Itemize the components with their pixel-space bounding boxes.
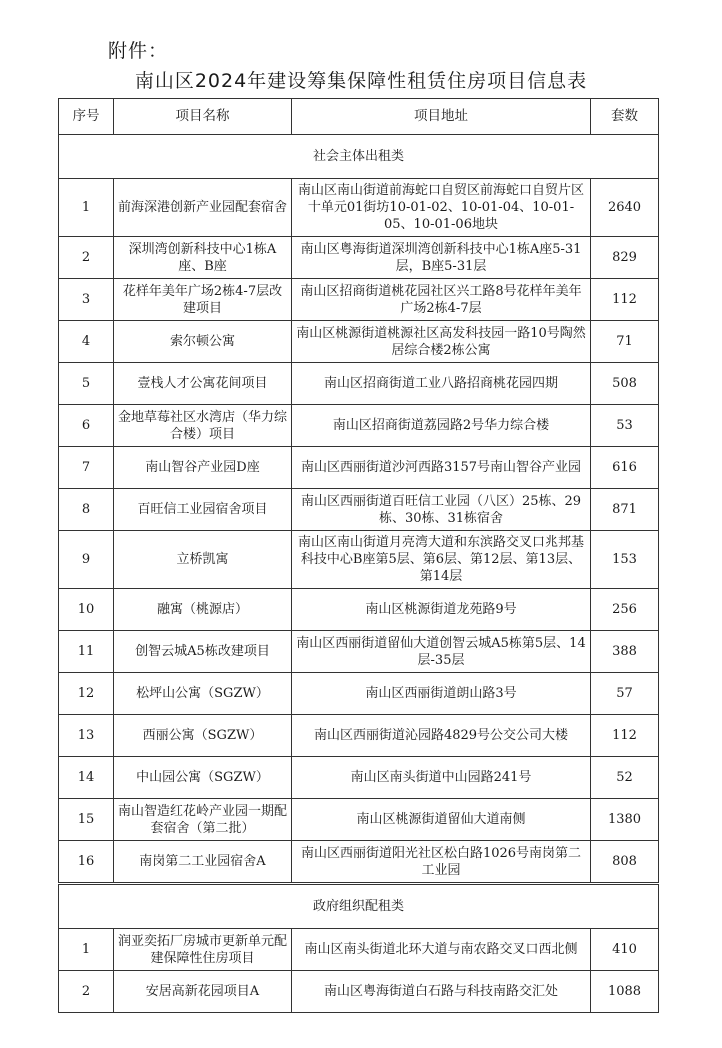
cell-project-address: 南山区粤海街道深圳湾创新科技中心1栋A座5-31层，B座5-31层 xyxy=(292,237,591,279)
cell-project-address: 南山区桃源街道桃源社区高发科技园一路10号陶然居综合楼2栋公寓 xyxy=(292,321,591,363)
cell-project-name: 中山园公寓（SGZW） xyxy=(114,757,292,799)
cell-no: 4 xyxy=(59,321,114,363)
table-row xyxy=(59,799,659,841)
cell-no: 13 xyxy=(59,715,114,757)
table-row xyxy=(59,589,659,631)
cell-project-address: 南山区南山街道月亮湾大道和东滨路交叉口兆邦基科技中心B座第5层、第6层、第12层、第13层、第14层 xyxy=(292,531,591,589)
cell-project-address: 南山区粤海街道白石路与科技南路交汇处 xyxy=(292,971,591,1013)
cell-project-name: 南山智造红花岭产业园一期配套宿舍（第二批） xyxy=(114,799,292,841)
table-row xyxy=(59,841,659,883)
cell-project-address: 南山区招商街道工业八路招商桃花园四期 xyxy=(292,363,591,405)
cell-units: 1380 xyxy=(591,799,659,841)
cell-no: 1 xyxy=(59,929,114,971)
cell-units: 52 xyxy=(591,757,659,799)
cell-units: 829 xyxy=(591,237,659,279)
cell-no: 10 xyxy=(59,589,114,631)
table-row xyxy=(59,405,659,447)
cell-units: 508 xyxy=(591,363,659,405)
cell-project-address: 南山区西丽街道沁园路4829号公交公司大楼 xyxy=(292,715,591,757)
cell-project-name: 安居高新花园项目A xyxy=(114,971,292,1013)
cell-project-name: 立桥凯寓 xyxy=(114,531,292,589)
col-header-units: 套数 xyxy=(591,99,659,135)
attachment-label: 附件： xyxy=(108,40,169,62)
table-row xyxy=(59,321,659,363)
cell-no: 1 xyxy=(59,179,114,237)
cell-no: 7 xyxy=(59,447,114,489)
cell-no: 6 xyxy=(59,405,114,447)
cell-project-address: 南山区西丽街道沙河西路3157号南山智谷产业园 xyxy=(292,447,591,489)
cell-project-name: 南岗第二工业园宿舍A xyxy=(114,841,292,883)
cell-project-address: 南山区桃源街道留仙大道南侧 xyxy=(292,799,591,841)
cell-units: 616 xyxy=(591,447,659,489)
cell-units: 53 xyxy=(591,405,659,447)
cell-project-address: 南山区招商街道桃花园社区兴工路8号花样年美年广场2栋4-7层 xyxy=(292,279,591,321)
cell-project-name: 西丽公寓（SGZW） xyxy=(114,715,292,757)
col-header-address: 项目地址 xyxy=(292,99,591,135)
section-heading: 社会主体出租类 xyxy=(59,135,659,179)
cell-project-address: 南山区南头街道中山园路241号 xyxy=(292,757,591,799)
table-row xyxy=(59,237,659,279)
table-row xyxy=(59,631,659,673)
cell-units: 410 xyxy=(591,929,659,971)
cell-units: 112 xyxy=(591,279,659,321)
housing-table-social xyxy=(58,98,659,883)
cell-project-address: 南山区西丽街道阳光社区松白路1026号南岗第二工业园 xyxy=(292,841,591,883)
section-heading: 政府组织配租类 xyxy=(59,885,659,929)
section-heading-row xyxy=(59,135,659,179)
cell-project-address: 南山区西丽街道百旺信工业园（八区）25栋、29栋、30栋、31栋宿舍 xyxy=(292,489,591,531)
cell-project-address: 南山区桃源街道龙苑路9号 xyxy=(292,589,591,631)
cell-units: 153 xyxy=(591,531,659,589)
cell-project-name: 南山智谷产业园D座 xyxy=(114,447,292,489)
cell-units: 2640 xyxy=(591,179,659,237)
cell-project-name: 前海深港创新产业园配套宿舍 xyxy=(114,179,292,237)
cell-project-name: 金地草莓社区水湾店（华力综合楼）项目 xyxy=(114,405,292,447)
cell-no: 11 xyxy=(59,631,114,673)
table-row xyxy=(59,179,659,237)
cell-project-name: 创智云城A5栋改建项目 xyxy=(114,631,292,673)
cell-no: 2 xyxy=(59,237,114,279)
cell-units: 388 xyxy=(591,631,659,673)
cell-no: 15 xyxy=(59,799,114,841)
table-header-row xyxy=(59,99,659,135)
housing-table-government xyxy=(58,884,659,1013)
cell-units: 57 xyxy=(591,673,659,715)
cell-units: 808 xyxy=(591,841,659,883)
table-row xyxy=(59,489,659,531)
cell-project-name: 索尔顿公寓 xyxy=(114,321,292,363)
table-row xyxy=(59,757,659,799)
cell-units: 71 xyxy=(591,321,659,363)
cell-project-address: 南山区西丽街道留仙大道创智云城A5栋第5层、14层-35层 xyxy=(292,631,591,673)
cell-project-name: 润亚奕拓厂房城市更新单元配建保障性住房项目 xyxy=(114,929,292,971)
table-row xyxy=(59,279,659,321)
table-row xyxy=(59,447,659,489)
cell-no: 8 xyxy=(59,489,114,531)
cell-units: 256 xyxy=(591,589,659,631)
cell-no: 14 xyxy=(59,757,114,799)
cell-project-name: 百旺信工业园宿舍项目 xyxy=(114,489,292,531)
cell-units: 871 xyxy=(591,489,659,531)
document-title: 南山区2024年建设筹集保障性租赁住房项目信息表 xyxy=(134,70,588,92)
table-row xyxy=(59,531,659,589)
table-row xyxy=(59,971,659,1013)
cell-units: 1088 xyxy=(591,971,659,1013)
table-row xyxy=(59,715,659,757)
cell-no: 12 xyxy=(59,673,114,715)
table-row xyxy=(59,673,659,715)
cell-project-name: 松坪山公寓（SGZW） xyxy=(114,673,292,715)
table-row xyxy=(59,363,659,405)
cell-project-address: 南山区招商街道荔园路2号华力综合楼 xyxy=(292,405,591,447)
cell-project-address: 南山区西丽街道朗山路3号 xyxy=(292,673,591,715)
col-header-name: 项目名称 xyxy=(114,99,292,135)
cell-units: 112 xyxy=(591,715,659,757)
cell-project-name: 融寓（桃源店） xyxy=(114,589,292,631)
cell-no: 3 xyxy=(59,279,114,321)
table-row xyxy=(59,929,659,971)
cell-project-address: 南山区南头街道北环大道与南农路交叉口西北侧 xyxy=(292,929,591,971)
cell-project-name: 花样年美年广场2栋4-7层改建项目 xyxy=(114,279,292,321)
cell-project-name: 壹栈人才公寓花间项目 xyxy=(114,363,292,405)
cell-no: 2 xyxy=(59,971,114,1013)
cell-no: 5 xyxy=(59,363,114,405)
cell-project-address: 南山区南山街道前海蛇口自贸区前海蛇口自贸片区十单元01街坊10-01-02、10-01-04、10-01-05、10-01-06地块 xyxy=(292,179,591,237)
cell-no: 9 xyxy=(59,531,114,589)
col-header-no: 序号 xyxy=(59,99,114,135)
cell-project-name: 深圳湾创新科技中心1栋A座、B座 xyxy=(114,237,292,279)
section-heading-row xyxy=(59,885,659,929)
cell-no: 16 xyxy=(59,841,114,883)
